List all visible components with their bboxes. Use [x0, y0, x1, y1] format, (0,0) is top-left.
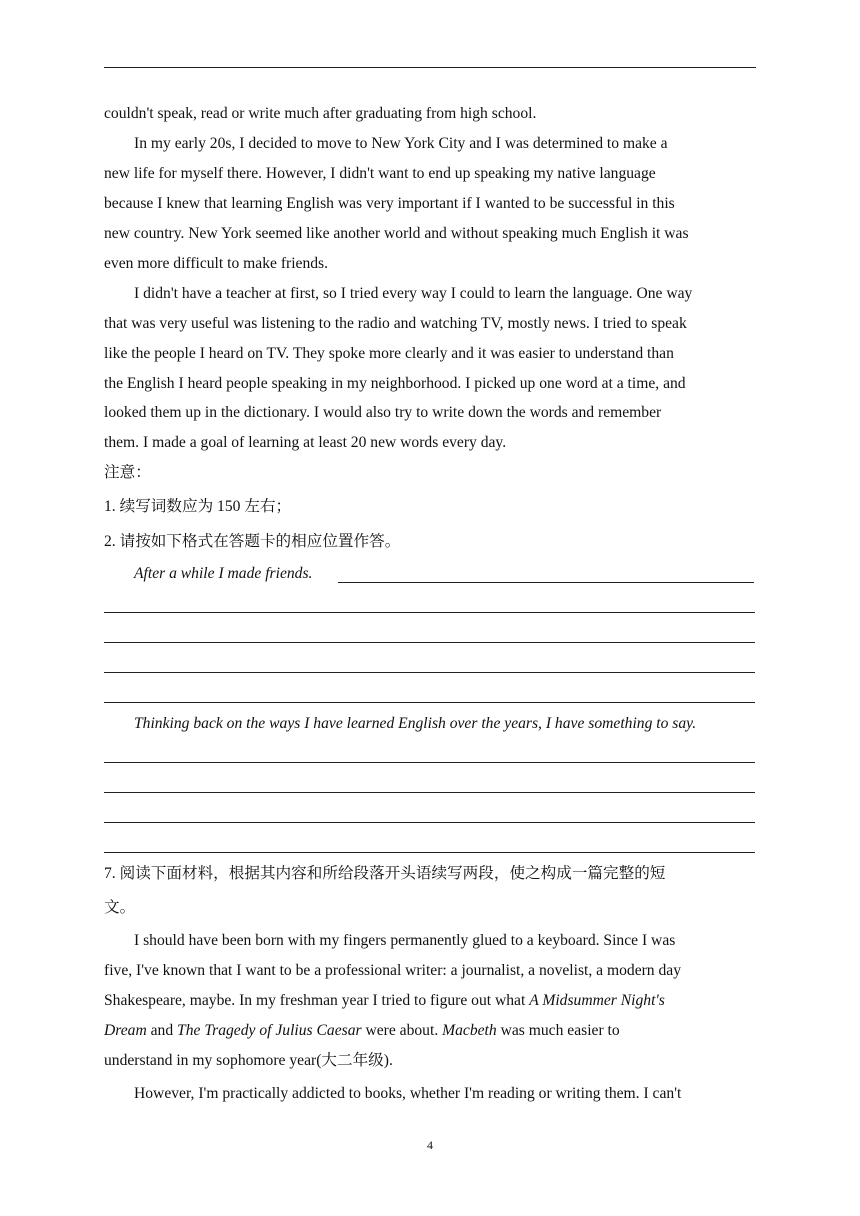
- book-title: Dream: [104, 1022, 147, 1039]
- page-number: 4: [427, 1138, 433, 1152]
- passage-text: was much easier to: [496, 1022, 620, 1039]
- book-title: A Midsummer Night's: [529, 992, 665, 1009]
- answer-line: [104, 852, 755, 853]
- continuation-prompt: Thinking back on the ways I have learned English over the years, I have something to say.: [134, 715, 697, 732]
- answer-line: [104, 612, 755, 613]
- answer-line: [104, 762, 755, 763]
- question-instruction: 文。: [104, 899, 136, 916]
- answer-line: [104, 642, 755, 643]
- book-title: Macbeth: [442, 1022, 497, 1039]
- passage-line: like the people I heard on TV. They spoke more clearly and it was easier to understand than: [104, 345, 674, 362]
- passage-line: I didn't have a teacher at first, so I tried every way I could to learn the language. One way: [134, 285, 693, 302]
- passage-line: [104, 1021, 620, 1041]
- passage-line: five, I've known that I want to be a professional writer: a journalist, a novelist, a modern day: [104, 962, 682, 979]
- notes-heading: 注意：: [104, 464, 151, 481]
- passage-text: Shakespeare, maybe. In my freshman year I tried to figure out what: [104, 992, 530, 1009]
- book-title: The Tragedy of Julius Caesar: [177, 1022, 362, 1039]
- passage-line: new life for myself there. However, I didn't want to end up speaking my native language: [104, 165, 656, 182]
- passage-line: even more difficult to make friends.: [104, 255, 329, 272]
- passage-text: and: [146, 1022, 178, 1039]
- answer-line: [104, 672, 755, 673]
- passage-line: that was very useful was listening to the radio and watching TV, mostly news. I tried to speak: [104, 315, 687, 332]
- passage-line: looked them up in the dictionary. I would also try to write down the words and remember: [104, 404, 662, 421]
- note-item: 2. 请按如下格式在答题卡的相应位置作答。: [104, 533, 401, 550]
- passage-line: because I knew that learning English was very important if I wanted to be successful in this: [104, 195, 675, 212]
- passage-line: new country. New York seemed like another world and without speaking much English it was: [104, 225, 689, 242]
- passage-line: understand in my sophomore year(大二年级).: [104, 1052, 393, 1069]
- passage-line: couldn't speak, read or write much after graduating from high school.: [104, 105, 537, 122]
- answer-line: [104, 792, 755, 793]
- passage-line: However, I'm practically addicted to books, whether I'm reading or writing them. I can't: [134, 1085, 682, 1102]
- passage-text: were about.: [361, 1022, 443, 1039]
- passage-line: [104, 991, 665, 1011]
- note-item: 1. 续写词数应为 150 左右；: [104, 498, 292, 515]
- answer-line: [338, 582, 754, 583]
- answer-line: [104, 822, 755, 823]
- passage-line: In my early 20s, I decided to move to New York City and I was determined to make a: [134, 135, 668, 152]
- passage-line: the English I heard people speaking in my neighborhood. I picked up one word at a time, and: [104, 375, 686, 392]
- question-instruction: 7. 阅读下面材料，根据其内容和所给段落开头语续写两段，使之构成一篇完整的短: [104, 865, 666, 882]
- passage-line: I should have been born with my fingers permanently glued to a keyboard. Since I was: [134, 932, 676, 949]
- header-rule: [104, 67, 756, 68]
- continuation-prompt: After a while I made friends.: [134, 565, 313, 582]
- passage-line: them. I made a goal of learning at least 20 new words every day.: [104, 434, 507, 451]
- answer-line: [104, 702, 755, 703]
